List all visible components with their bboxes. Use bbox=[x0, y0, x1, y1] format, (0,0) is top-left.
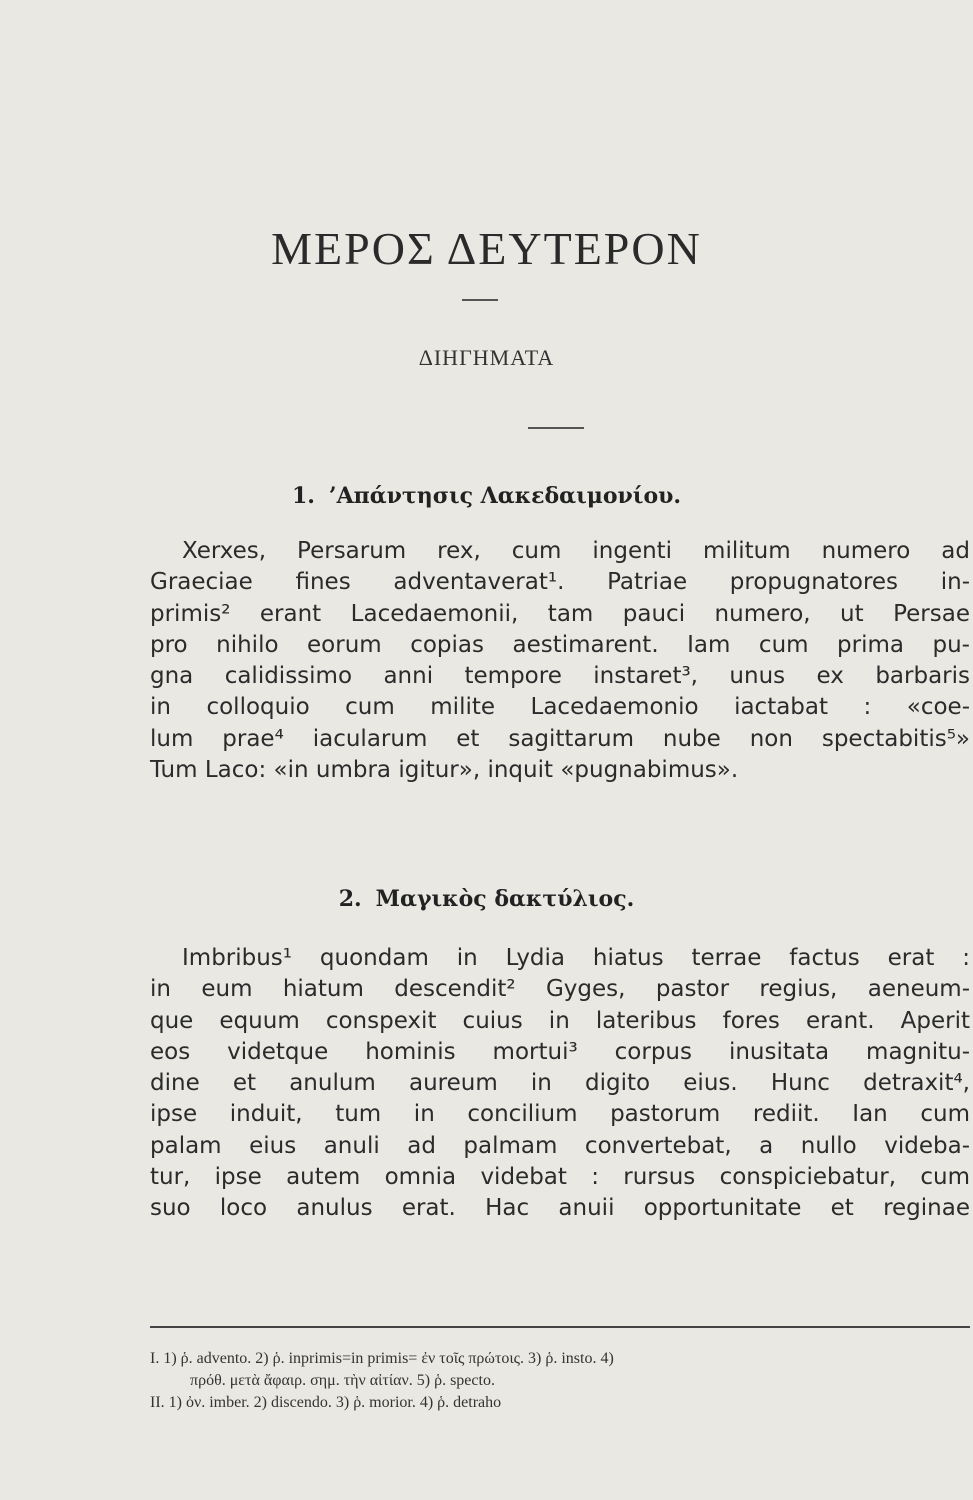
text-line: que equum conspexit cuius in lateribus fores erant. Aperit bbox=[150, 1007, 970, 1034]
story-2-number: 2. bbox=[338, 886, 362, 912]
story-2-title: Μαγικὸς δακτύλιος. bbox=[375, 886, 635, 912]
text-line: eos videtque hominis mortui³ corpus inusitata magnitu- bbox=[150, 1038, 970, 1065]
text-line: palam eius anuli ad palmam convertebat, a nullo videba- bbox=[150, 1132, 970, 1159]
text-line: Tum Laco: «in umbra igitur», inquit «pugnabimus». bbox=[150, 757, 739, 784]
text-line: tur, ipse autem omnia videbat : rursus conspiciebatur, cum bbox=[150, 1164, 970, 1191]
text-line: primis² erant Lacedaemonii, tam pauci numero, ut Persae bbox=[150, 600, 970, 627]
text-line: in colloquio cum milite Lacedaemonio iactabat : «coe- bbox=[150, 694, 970, 721]
footnote-line: πρόθ. μετὰ ἄφαιρ. σημ. τὴν αἰτίαν. 5) ῥ. specto. bbox=[190, 1372, 495, 1389]
text-line: ipse induit, tum in concilium pastorum rediit. Ian cum bbox=[150, 1101, 970, 1128]
text-line: Xerxes, Persarum rex, cum ingenti militum numero ad bbox=[182, 538, 970, 564]
text-line: suo loco anulus erat. Hac anuii opportunitate et reginae bbox=[150, 1195, 970, 1222]
text-line: Graeciae fines adventaverat¹. Patriae propugnatores in- bbox=[150, 569, 970, 596]
footnote-line: I. 1) ῥ. advento. 2) ῥ. inprimis=in primis= ἐν τοῖς πρώτοις. 3) ῥ. insto. 4) bbox=[150, 1350, 614, 1367]
text-line: Imbribus¹ quondam in Lydia hiatus terrae factus erat : bbox=[182, 945, 970, 971]
story-2-heading bbox=[0, 886, 973, 912]
story-2-body bbox=[150, 943, 970, 1225]
part-title: ΜΕΡΟΣ ΔΕΥΤΕΡΟΝ bbox=[271, 223, 702, 274]
story-1-heading bbox=[0, 483, 973, 509]
text-line: dine et anulum aureum in digito eius. Hunc detraxit⁴, bbox=[150, 1070, 970, 1097]
footnotes bbox=[150, 1348, 970, 1414]
text-line: in eum hiatum descendit² Gyges, pastor regius, aeneum- bbox=[150, 976, 970, 1003]
section-title: ΔΙΗΓΗΜΑΤΑ bbox=[418, 345, 555, 370]
story-1-number: 1. bbox=[291, 483, 315, 509]
story-1-body bbox=[150, 536, 970, 786]
story-1-title: ’Απάντησις Λακεδαιμονίου. bbox=[328, 483, 682, 509]
footnote-rule bbox=[150, 1326, 970, 1328]
text-line: gna calidissimo anni tempore instaret³, unus ex barbaris bbox=[150, 663, 970, 690]
title-divider bbox=[462, 299, 498, 301]
text-line: pro nihilo eorum copias aestimarent. Iam cum prima pu- bbox=[150, 631, 970, 658]
section-divider bbox=[528, 427, 584, 429]
text-line: lum prae⁴ iacularum et sagittarum nube non spectabitis⁵» bbox=[150, 725, 970, 752]
footnote-line: II. 1) ὀν. imber. 2) discendo. 3) ῥ. morior. 4) ῥ. detraho bbox=[150, 1394, 502, 1411]
